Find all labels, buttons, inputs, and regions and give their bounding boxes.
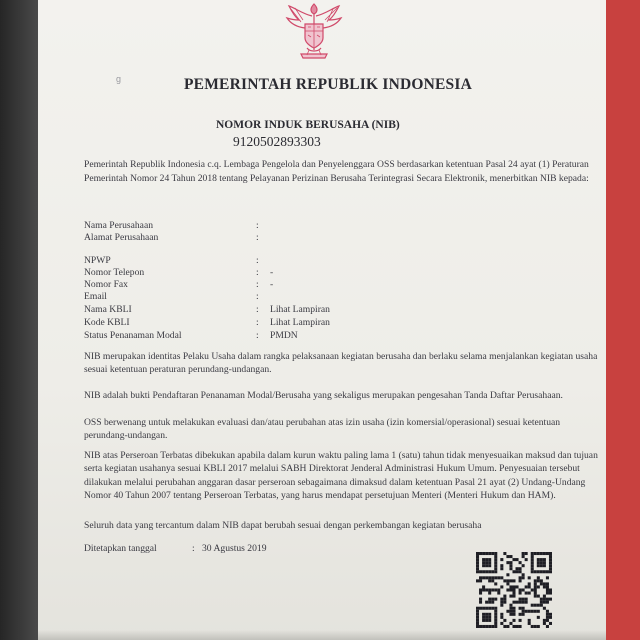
field-colon: : — [256, 304, 259, 315]
desk-left-edge — [0, 0, 38, 640]
field-value: - — [270, 279, 274, 290]
document-page — [38, 0, 606, 640]
nib-number: 9120502893303 — [233, 134, 321, 149]
issued-date-label: Ditetapkan tanggal — [84, 543, 157, 554]
field-value: Lihat Lampiran — [270, 317, 330, 328]
pencil-mark: g — [116, 74, 122, 84]
issued-date-value: 30 Agustus 2019 — [202, 543, 267, 554]
field-value: - — [270, 267, 274, 278]
intro-paragraph: Pemerintah Republik Indonesia c.q. Lembaga Pengelola dan Penyelenggara OSS berdasarkan ketentuan Pasal 24 ayat (1) Peraturan Pemerintah Nomor 24 Tahun 2018 tentang Pelayanan Perizinan Berusaha Terintegrasi Secara Elektronik, menerbitkan NIB kepada: — [84, 159, 589, 184]
field-colon: : — [256, 330, 259, 341]
field-label: Nama KBLI — [84, 304, 132, 315]
paragraph-nib-freeze: NIB atas Perseroan Terbatas dibekukan apabila dalam kurun waktu paling lama 1 (satu) tahun tidak menyesuaikan maksud dan tujuan serta kegiatan usahanya sesuai KBLI 2017 melalui SABH Direktorat Jenderal Administrasi Hukum Umum. Penyesuaian tersebut dilakukan melalui perubahan anggaran dasar perseroan sebagaimana dimaksud dalam ketentuan Pasal 21 ayat (2) Undang-Undang Nomor 40 Tahun 2007 tentang Perseroan Terbatas, yang harus mendapat persetujuan Menteri (Menteri Hukum dan HAM). — [84, 450, 598, 502]
field-colon: : — [256, 279, 259, 290]
field-colon: : — [256, 317, 259, 328]
paragraph-data-change: Seluruh data yang tercantum dalam NIB dapat berubah sesuai dengan perkembangan kegiatan berusaha — [84, 520, 482, 531]
field-value: PMDN — [270, 330, 298, 341]
field-label: Email — [84, 291, 107, 302]
field-label: Alamat Perusahaan — [84, 232, 159, 243]
field-label: Nomor Telepon — [84, 267, 145, 278]
qr-code-icon — [476, 552, 552, 628]
issued-date-colon: : — [192, 543, 195, 554]
paragraph-oss-authority: OSS berwenang untuk melakukan evaluasi dan/atau perubahan atas izin usaha (izin komersial/operasional) sesuai ketentuan perundang-undangan. — [84, 417, 561, 442]
field-label: Status Penanaman Modal — [84, 330, 182, 341]
paragraph-nib-identity: NIB merupakan identitas Pelaku Usaha dalam rangka pelaksanaan kegiatan berusaha dan berlaku selama menjalankan kegiatan usaha sesuai ketentuan peraturan perundang-undangan. — [84, 351, 598, 376]
field-colon: : — [256, 267, 259, 278]
paragraph-nib-registration: NIB adalah bukti Pendaftaran Penanaman Modal/Berusaha yang sekaligus merupakan pengesahan Tanda Daftar Perusahaan. — [84, 390, 563, 401]
field-label: Nomor Fax — [84, 279, 128, 290]
field-colon: : — [256, 255, 259, 266]
document-subtitle: NOMOR INDUK BERUSAHA (NIB) — [216, 119, 400, 131]
field-label: Kode KBLI — [84, 317, 130, 328]
page-bottom-shadow — [38, 630, 606, 640]
field-value: Lihat Lampiran — [270, 304, 330, 315]
field-colon: : — [256, 291, 259, 302]
red-folder-edge — [606, 0, 640, 640]
document-title: PEMERINTAH REPUBLIK INDONESIA — [184, 76, 472, 93]
field-label: Nama Perusahaan — [84, 220, 153, 231]
field-label: NPWP — [84, 255, 111, 266]
field-colon: : — [256, 232, 259, 243]
garuda-emblem-icon — [283, 0, 345, 62]
field-colon: : — [256, 220, 259, 231]
